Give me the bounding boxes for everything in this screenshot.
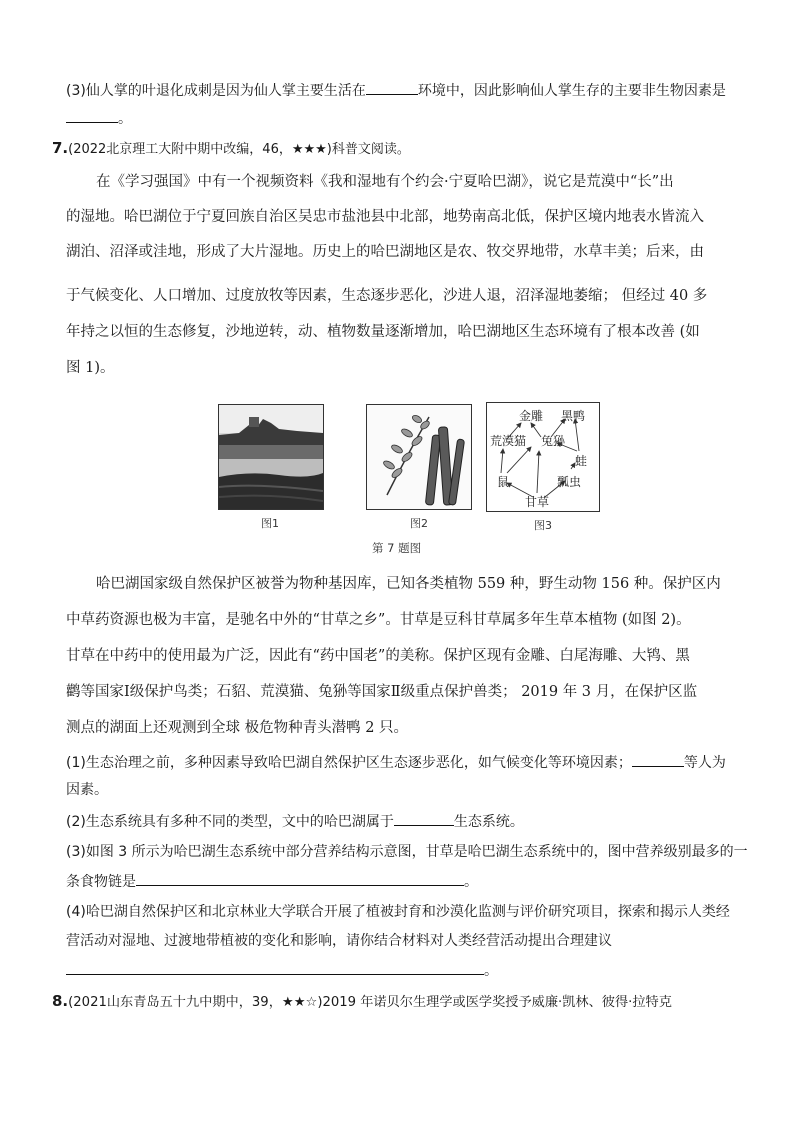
food-web-node-rat: 鼠: [497, 475, 510, 489]
answer-blank[interactable]: [66, 108, 118, 123]
q7-sub4-answer: [66, 960, 498, 981]
figure-3-caption: 图3: [534, 519, 552, 532]
q7-sub1: [66, 752, 726, 773]
q8-number: 8.: [52, 992, 69, 1010]
prev-q3-end: 。: [118, 111, 132, 127]
q8-source: (2021山东青岛五十九中期中，39，★★☆)2019 年诺贝尔生理学或医学奖授予威廉·凯林、彼得·拉特克: [68, 995, 672, 1010]
passage-line: 中草药资源也极为丰富，是驰名中外的“甘草之乡”。甘草是豆科甘草属多年生草本植物 (如图 2)。: [66, 612, 691, 628]
passage-line: 在《学习强国》中有一个视频资料《我和湿地有个约会·宁夏哈巴湖》，说它是荒漠中“长”出: [96, 174, 674, 190]
q7-header: [52, 138, 410, 160]
food-web-node-hare: 兔狲: [541, 434, 566, 448]
q7-sub1-cont: 因素。: [66, 782, 108, 798]
q7-sub4-cont: 营活动对湿地、过渡地带植被的变化和影响，请你结合材料对人类经营活动提出合理建议: [66, 933, 612, 949]
q8-header: [52, 991, 672, 1013]
figure-2-caption: 图2: [410, 517, 428, 530]
sub3-text-c: 条食物链是: [66, 874, 136, 890]
answer-blank[interactable]: [136, 871, 464, 886]
q7-number: 7.: [52, 139, 69, 157]
licorice-plant-image: [367, 405, 471, 509]
answer-blank[interactable]: [66, 960, 484, 975]
q7-sub3: [66, 842, 748, 862]
q7-sub4: (4)哈巴湖自然保护区和北京林业大学联合开展了植被封育和沙漠化监测与评价研究项目，探索和揭示人类经: [66, 904, 730, 920]
sub1-text-b: 等人为: [683, 755, 726, 771]
figure-1-caption: 图1: [261, 517, 279, 530]
answer-blank[interactable]: [632, 752, 684, 767]
passage-line: 哈巴湖国家级自然保护区被誉为物种基因库，已知各类植物 559 种，野生动物 156 种。保护区内: [96, 576, 721, 592]
sub3-text-a: (3)如图 3 所示为哈巴湖生态系统中部分营养结构示意图，甘草是哈巴湖生态系统中的: [66, 844, 594, 860]
prev-question-part3: [66, 80, 726, 101]
passage-line: 湖泊、沼泽或洼地，形成了大片湿地。历史上的哈巴湖地区是农、牧交界地带，水草丰美；后来，由: [66, 244, 704, 260]
passage-line: 甘草在中药中的使用最为广泛，因此有“药中国老”的美称。保护区现有金雕、白尾海雕、大鸨、黑: [66, 648, 690, 664]
food-web-node-black-kite: 黑鸭: [561, 409, 586, 423]
passage-line: 年持之以恒的生态修复，沙地逆转，动、植物数量逐渐增加，哈巴湖地区生态环境有了根本改善 (如: [66, 324, 700, 340]
sub2-text-b: 生态系统。: [453, 814, 524, 830]
food-web-node-manul: 荒漠猫: [490, 434, 527, 448]
sub4-end: 。: [484, 963, 498, 979]
passage-line: 的湿地。哈巴湖位于宁夏回族自治区吴忠市盐池县中北部，地势南高北低，保护区境内地表水皆流入: [66, 209, 704, 225]
sub2-text-a: (2)生态系统具有多种不同的类型，文中的哈巴湖属于: [66, 814, 394, 830]
sub3-text-d: 。: [464, 874, 478, 890]
q7-source: (2022北京理工大附中期中改编，46，★★★)科普文阅读。: [68, 142, 410, 157]
prev-question-part3-cont: [66, 108, 132, 129]
prev-q3-text-b: 环境中，因此影响仙人掌生存的主要非生物因素是: [417, 83, 726, 99]
prev-q3-text-a: (3)仙人掌的叶退化成刺是因为仙人掌主要生活在: [66, 83, 366, 99]
food-web-node-licorice: 甘草: [525, 495, 550, 509]
answer-blank[interactable]: [394, 811, 454, 826]
passage-line: 于气候变化、人口增加、过度放牧等因素，生态逐步恶化，沙进人退，沼泽湿地萎缩； 但经过 40 多: [66, 288, 708, 304]
figure-2-licorice-drawing: [366, 404, 472, 510]
wetland-photo-image: [219, 405, 323, 509]
sub1-text-a: (1)生态治理之前，多种因素导致哈巴湖自然保护区生态逐步恶化，如气候变化等环境因素；: [66, 755, 632, 771]
food-web-node-toad: 蛙: [575, 454, 588, 468]
passage-line: 测点的湖面上还观测到全球 极危物种青头潜鸭 2 只。: [66, 720, 409, 736]
food-web-node-ladybug: 瓢虫: [557, 475, 582, 489]
q7-sub2: [66, 811, 524, 832]
food-web-node-golden-eagle: 金雕: [519, 409, 544, 423]
figure-3-food-web: [486, 402, 600, 512]
sub3-text-b: ，图中营养级别最多的一: [593, 844, 748, 860]
answer-blank[interactable]: [366, 80, 418, 95]
figure-1-wetland-photo: [218, 404, 324, 510]
figure-group-caption: 第 7 题图: [372, 541, 422, 555]
passage-line: 鹳等国家Ⅰ级保护鸟类；石貂、荒漠猫、兔狲等国家Ⅱ级重点保护兽类； 2019 年 3 月，在保护区监: [66, 684, 698, 700]
q7-sub3-cont: [66, 871, 478, 892]
passage-line: 图 1)。: [66, 360, 115, 376]
